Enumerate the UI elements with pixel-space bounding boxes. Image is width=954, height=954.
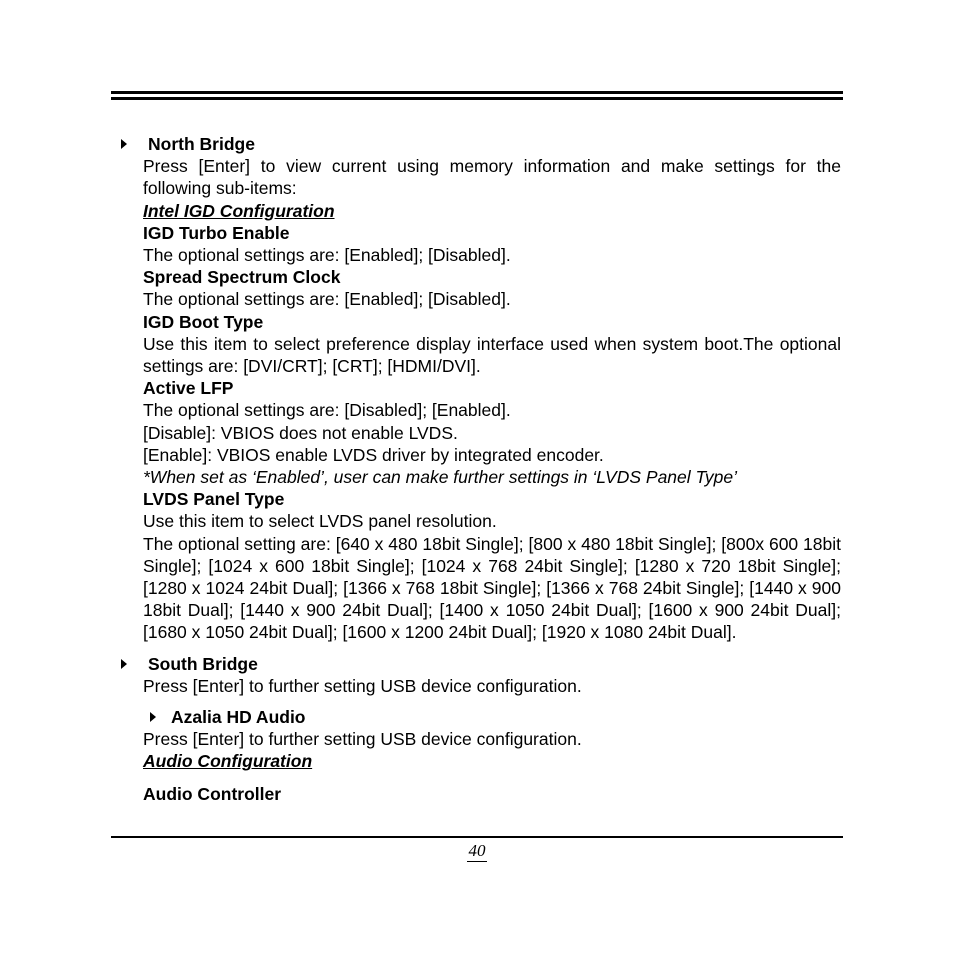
lvds-panel-line1: Use this item to select LVDS panel resolution. xyxy=(143,511,497,532)
footer-rule xyxy=(111,836,843,838)
south-bridge-title: South Bridge xyxy=(148,653,258,674)
azalia-title: Azalia HD Audio xyxy=(171,707,306,728)
igd-boot-title: IGD Boot Type xyxy=(143,311,264,332)
igd-config-section-title: Intel IGD Configuration xyxy=(143,200,335,221)
igd-turbo-text: The optional settings are: [Enabled]; [Disabled]. xyxy=(143,245,511,266)
lvds-panel-options: The optional setting are: [640 x 480 18bit Single]; [800 x 480 18bit Single]; [800x 600 18bit Single]; [1024 x 600 18bit Single]; [1024 x 768 24bit Single]; [1280 x 720 18bit Single]; [1280 x 1024 24bit Dual]; [1366 x 768 18bit Single]; [1366 x 768 24bit Single]; [1440 x 900 18bit Dual]; [1440 x 900 24bit Dual]; [1400 x 1050 24bit Dual]; [1600 x 900 24bit Dual]; [1680 x 1050 24bit Dual]; [1600 x 1200 24bit Dual]; [1920 x 1080 24bit Dual]. xyxy=(143,533,841,643)
active-lfp-note: *When set as ‘Enabled’, user can make further settings in ‘LVDS Panel Type’ xyxy=(143,467,738,488)
lvds-panel-title: LVDS Panel Type xyxy=(143,489,285,510)
igd-turbo-title: IGD Turbo Enable xyxy=(143,222,290,243)
spread-spectrum-text: The optional settings are: [Enabled]; [Disabled]. xyxy=(143,289,511,310)
header-rule-second xyxy=(111,97,843,100)
triangle-right-icon xyxy=(121,139,127,149)
south-bridge-text: Press [Enter] to further setting USB device configuration. xyxy=(143,675,582,696)
north-bridge-title: North Bridge xyxy=(148,134,255,154)
azalia-heading xyxy=(143,706,841,728)
audio-config-section-title: Audio Configuration xyxy=(143,751,313,772)
active-lfp-line1: The optional settings are: [Disabled]; [Enabled]. xyxy=(143,400,511,421)
igd-boot-text: Use this item to select preference display interface used when system boot.The optional settings are: [DVI/CRT]; [CRT]; [HDMI/DVI]. xyxy=(143,333,841,377)
south-bridge-heading xyxy=(143,653,841,675)
active-lfp-title: Active LFP xyxy=(143,378,234,399)
active-lfp-line2: [Disable]: VBIOS does not enable LVDS. xyxy=(143,422,458,443)
north-bridge-intro: Press [Enter] to view current using memory information and make settings for the following sub-items: xyxy=(143,156,841,199)
triangle-right-icon xyxy=(150,712,156,722)
spread-spectrum-title: Spread Spectrum Clock xyxy=(143,267,341,288)
north-bridge-heading xyxy=(143,133,841,155)
azalia-text: Press [Enter] to further setting USB device configuration. xyxy=(143,729,582,750)
active-lfp-line3: [Enable]: VBIOS enable LVDS driver by integrated encoder. xyxy=(143,444,604,465)
page-number: 40 xyxy=(468,841,486,860)
header-rule-thick xyxy=(111,91,843,94)
audio-controller-title: Audio Controller xyxy=(143,783,282,804)
triangle-right-icon xyxy=(121,659,127,669)
document-body xyxy=(143,133,841,805)
